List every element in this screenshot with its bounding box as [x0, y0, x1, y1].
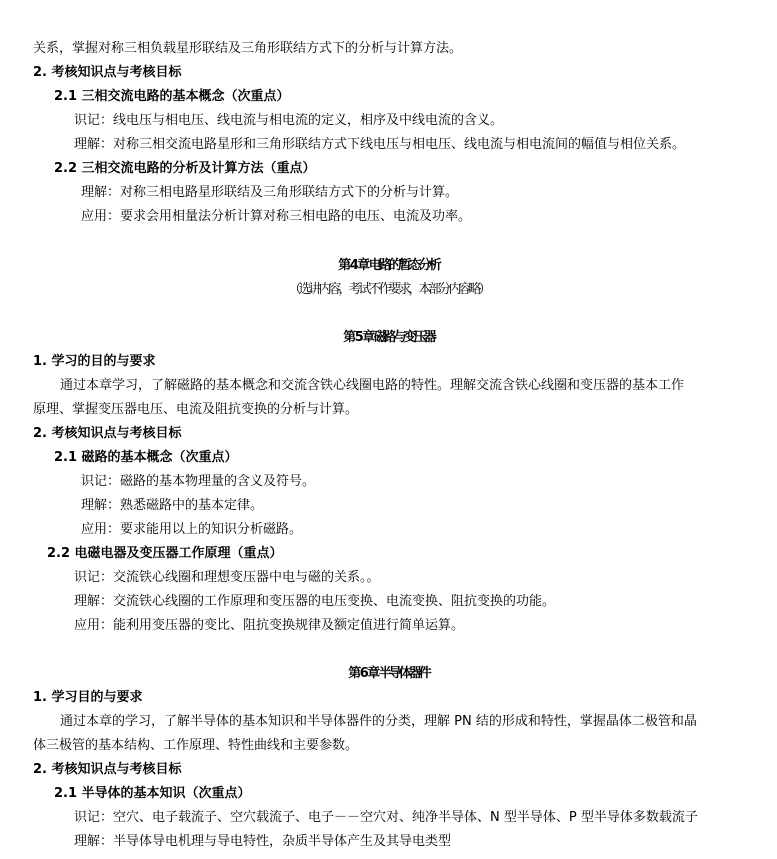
subsection-heading: 2.1 磁路的基本概念（次重点）	[54, 450, 238, 465]
chapter-title: 第 5 章 磁路与变压器	[343, 330, 434, 345]
objective-line: 理解：对称三相交流电路星形和三角形联结方式下线电压与相电压、线电流与相电流间的幅值与相位关系。	[74, 137, 686, 152]
section-heading: 2. 考核知识点与考核目标	[33, 426, 182, 441]
objective-line: 理解：交流铁心线圈的工作原理和变压器的电压变换、电流变换、阻抗变换的功能。	[74, 594, 556, 609]
section-heading: 1. 学习目的与要求	[33, 690, 143, 705]
objective-line: 识记：空穴、电子载流子、空穴载流子、电子－－空穴对、纯净半导体、N 型半导体、P 型半导体多数载流子	[74, 810, 698, 825]
objective-line: 识记：交流铁心线圈和理想变压器中电与磁的关系。。	[74, 570, 380, 585]
paragraph-line: 关系，掌握对称三相负载星形联结及三角形联结方式下的分析与计算方法。	[33, 41, 463, 56]
objective-line: 理解：半导体导电机理与导电特性，杂质半导体产生及其导电类型	[74, 834, 452, 849]
section-heading: 2. 考核知识点与考核目标	[33, 65, 182, 80]
objective-line: 应用：要求能用以上的知识分析磁路。	[81, 522, 303, 537]
paragraph-line: 通过本章学习，了解磁路的基本概念和交流含铁心线圈电路的特性。理解交流含铁心线圈和变压器的基本工作	[60, 378, 685, 393]
subsection-heading: 2.1 三相交流电路的基本概念（次重点）	[54, 89, 290, 104]
paragraph-line: 通过本章的学习，了解半导体的基本知识和半导体器件的分类，理解 PN 结的形成和特性，掌握晶体二极管和晶	[60, 714, 697, 729]
objective-line: 应用：要求会用相量法分析计算对称三相电路的电压、电流及功率。	[81, 209, 472, 224]
paragraph-line: 原理、掌握变压器电压、电流及阻抗变换的分析与计算。	[33, 402, 359, 417]
paragraph-line: 体三极管的基本结构、工作原理、特性曲线和主要参数。	[33, 738, 359, 753]
chapter-title: 第 6 章 半导体器件	[348, 666, 429, 681]
objective-line: 理解：对称三相电路星形联结及三角形联结方式下的分析与计算。	[81, 185, 459, 200]
chapter-title: 第 4 章 电路的暂态分析	[338, 258, 439, 273]
subsection-heading: 2.2 三相交流电路的分析及计算方法（重点）	[54, 161, 316, 176]
section-heading: 1. 学习的目的与要求	[33, 354, 156, 369]
chapter-note: （选讲内容，考试不作要求，本部分内容略）	[288, 282, 489, 297]
objective-line: 理解：熟悉磁路中的基本定律。	[81, 498, 264, 513]
section-heading: 2. 考核知识点与考核目标	[33, 762, 182, 777]
subsection-heading: 2.2 电磁电器及变压器工作原理（重点）	[47, 546, 283, 561]
objective-line: 应用：能利用变压器的变比、阻抗变换规律及额定值进行简单运算。	[74, 618, 465, 633]
objective-line: 识记：线电压与相电压、线电流与相电流的定义，相序及中线电流的含义。	[74, 113, 504, 128]
objective-line: 识记：磁路的基本物理量的含义及符号。	[81, 474, 316, 489]
subsection-heading: 2.1 半导体的基本知识（次重点）	[54, 786, 251, 801]
